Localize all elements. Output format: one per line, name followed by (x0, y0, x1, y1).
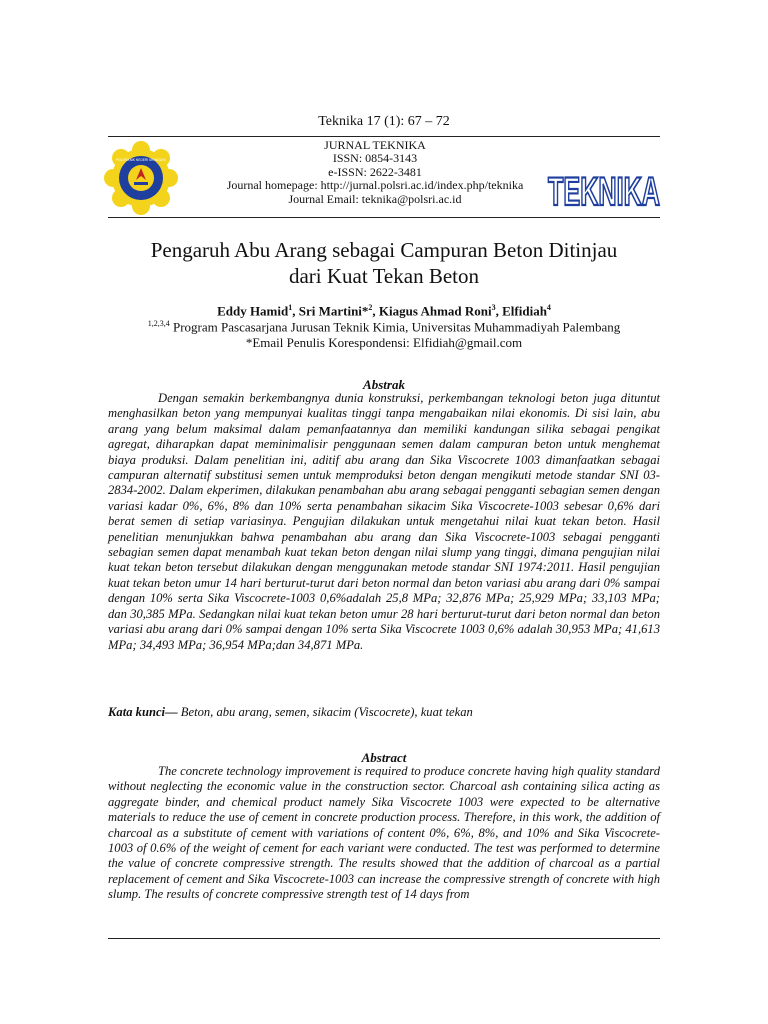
journal-email: Journal Email: teknika@polsri.ac.id (288, 191, 462, 206)
journal-homepage: Journal homepage: http://jurnal.polsri.ac.id/index.php/teknika (226, 178, 524, 193)
abstract-heading: Abstract (361, 750, 407, 765)
keywords-text: Beton, abu arang, semen, sikacim (Viscocrete), kuat tekan (177, 705, 473, 719)
author-name: Sri Martini* (298, 303, 369, 319)
article-title-line-1: Pengaruh Abu Arang sebagai Campuran Beton Ditinjau (150, 238, 618, 262)
keywords-label: Kata kunci— (108, 705, 178, 719)
polsri-logo-text: POLITEKNIK NEGERI SRIWIJAYA (116, 158, 166, 162)
author-sup: 4 (546, 303, 551, 312)
footer-rule (108, 938, 660, 939)
author-sup: 1 (288, 303, 293, 312)
header-rule-bottom (108, 217, 660, 218)
polsri-logo (104, 141, 178, 215)
author-sup: 3 (491, 303, 496, 312)
affiliation (108, 319, 660, 335)
affiliation-text: Program Pascasarjana Jurusan Teknik Kimia, Universitas Muhammadiyah Palembang (169, 319, 621, 335)
teknika-logo (547, 149, 661, 214)
keywords (108, 705, 660, 720)
author-sep: , (292, 303, 299, 319)
article-title-line-2: dari Kuat Tekan Beton (288, 264, 479, 288)
abstrak-body: Dengan semakin berkembangnya dunia konstruksi, perkembangan teknologi beton juga dituntut menghasilkan beton yang mempunyai kualitas tinggi tanpa mengabaikan nilai ekonomis. Di sisi lain, abu arang yang belum maksimal dalam pemanfaatannya dan memiliki kandungan silika sebagai pengikat agregat, diharapkan dapat meminimalisir penggunaan semen dalam campuran beton untuk menghemat biaya produksi. Dalam penelitian ini, aditif abu arang dan Sika Viscocrete 1003 dimanfaatkan sebagai campuran alternatif substitusi semen untuk memproduksi beton dengan mengikuti metode standar SNI 03- 2834-2002. Dalam ekperimen, dilakukan penambahan abu arang sebagai pengganti sebagian semen dengan variasi kadar 0%, 6%, 8% dan 10% serta penambahan sikacim Sika Viscocrete-1003 sebesar 0,6% dari berat semen di setiap variasinya. Pengujian dilakukan untuk mengetahui nilai kuat tekan beton. Hasil penelitian menunjukkan bahwa penambahan abu arang dan Sika Viscocrete-1003 sebagai pengganti sebagian semen dapat menambah kuat tekan beton dengan nilai slump yang tinggi, dimana pengujian nilai kuat tekan beton tersebut dilakukan dengan menggunakan metode standar SNI 1974:2011. Hasil pengujian kuat tekan beton umur 14 hari berturut-turut dari beton normal dan beton variasi abu arang dari 0% sampai dengan 10% serta Sika Viscocrete-1003 0,6%adalah 25,8 MPa; 32,876 MPa; 25,929 MPa; 33,103 MPa; dan 30,385 MPa. Sedangkan nilai kuat tekan beton umur 28 hari berturut-turut dari beton normal dan beton variasi abu arang dari 0% sampai dengan 10% serta Sika Viscocrete 1003 0,6% adalah 30,953 MPa; 41,613 MPa; 34,493 MPa; 36,954 MPa;dan 34,871 MPa. (108, 391, 660, 652)
journal-eissn: e-ISSN: 2622-3481 (328, 164, 422, 179)
author-list (108, 303, 660, 319)
article-title (108, 237, 660, 289)
teknika-logo-text: TEKNIKA (548, 170, 660, 214)
corresponding-email: *Email Penulis Korespondensi: Elfidiah@gmail.com (245, 335, 523, 350)
author-name: Elfidiah (502, 303, 547, 319)
journal-name: JURNAL TEKNIKA (324, 138, 426, 152)
author-sup: 2 (368, 303, 373, 312)
journal-issn: ISSN: 0854-3143 (332, 151, 418, 166)
author-sep: , (372, 303, 379, 319)
affiliation-sup: 1,2,3,4 (147, 319, 170, 328)
author-name: Kiagus Ahmad Roni (378, 303, 492, 319)
header-rule-top (108, 136, 660, 137)
author-name: Eddy Hamid (217, 303, 289, 319)
journal-citation: Teknika 17 (1): 67 – 72 (318, 114, 450, 129)
abstrak-heading: Abstrak (363, 377, 405, 392)
journal-info (190, 139, 560, 206)
abstract-body: The concrete technology improvement is required to produce concrete having high quality standard without neglecting the economic value in the construction sector. Charcoal ash containing silica acting as aggregate binder, and chemical product namely Sika Viscocrete 1003 were expected to be alternative materials to reduce the use of cement in concrete production process. Therefore, in this work, the addition of charcoal as a substitute of cement with variations of content 0%, 6%, 8%, and 10% and Sika Viscocrete-1003 of 0.6% of the weight of cement for each variant were conducted. The test was performed to determine the value of concrete compressive strength. The results showed that the addition of charcoal as a partial replacement of cement and Sika Viscocrete-1003 can increase the compressive strength of concrete with high slump. The results of concrete compressive strength test of 14 days from (108, 764, 660, 902)
author-sep: , (495, 303, 503, 319)
